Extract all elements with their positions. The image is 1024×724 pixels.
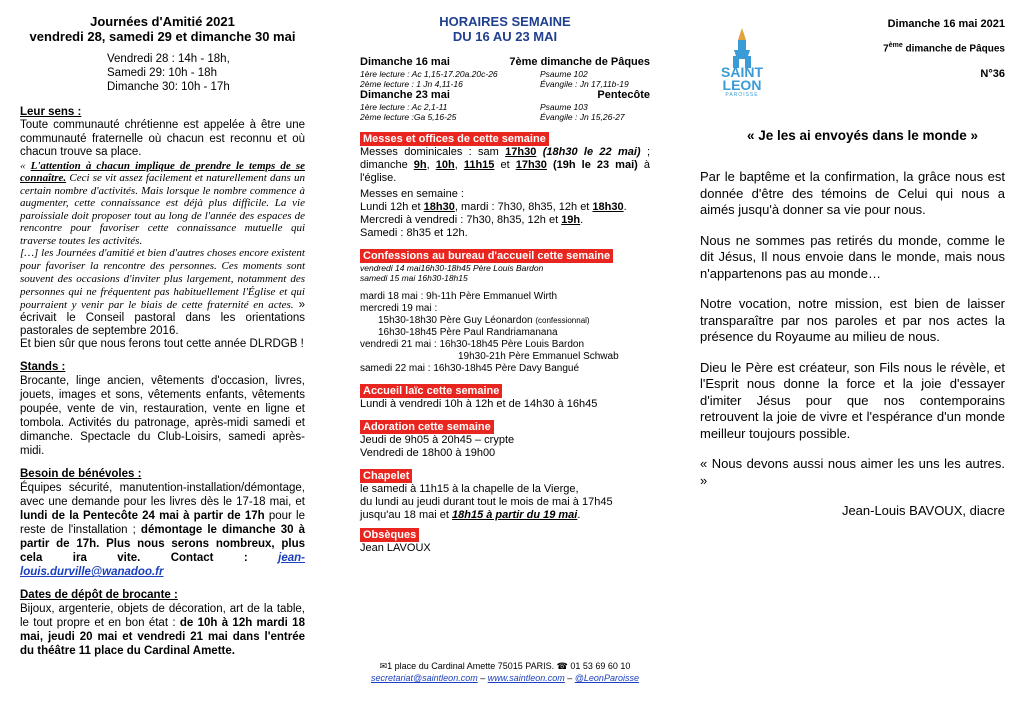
adoration-header: Adoration cette semaine bbox=[360, 420, 494, 434]
dim23-feast: Pentecôte bbox=[597, 89, 650, 101]
footer-address: ✉1 place du Cardinal Amette 75015 PARIS. ☎ 01 53 69 60 10 bbox=[379, 661, 631, 671]
footer-twitter-link[interactable]: @LeonParoisse bbox=[574, 673, 639, 683]
schedule-saturday: Samedi 29: 10h - 18h bbox=[107, 67, 217, 79]
obseques-header: Obsèques bbox=[360, 528, 419, 542]
dim23-reading2: 2ème lecture :Ga 5,16-25 bbox=[360, 112, 457, 122]
messes-lundi-mardi: Lundi 12h et 18h30, mardi : 7h30, 8h35, 12h et 18h30. bbox=[360, 201, 627, 213]
adoration-vendredi: Vendredi de 18h00 à 19h00 bbox=[360, 447, 496, 459]
depot-heading: Dates de dépôt de brocante : bbox=[20, 589, 178, 601]
footer-website-link[interactable]: www.saintleon.com bbox=[487, 673, 565, 683]
sens-final: Et bien sûr que nous ferons tout cette année DLRDGB ! bbox=[20, 338, 304, 350]
chapelet-header: Chapelet bbox=[360, 469, 412, 483]
dim16-reading2: 2ème lecture : 1 Jn 4,11-16 bbox=[360, 79, 463, 89]
confessions-past-1: vendredi 14 mai16h30-18h45 Père Louis Bardon bbox=[360, 263, 544, 273]
journees-title: Journées d'Amitié 2021 bbox=[90, 14, 235, 29]
column-journees bbox=[20, 0, 305, 658]
horaires-subtitle: DU 16 AU 23 MAI bbox=[452, 29, 558, 44]
logo-paroisse: PAROISSE bbox=[725, 92, 759, 98]
stands-text: Brocante, linge ancien, vêtements d'occasion, livres, jouets, images et sons, vêtements enfants, vêtements poupée, vente de vin, restauration, vente en ligne et tombola. Activités du patronage, après-midi samedi et dimanche. Spectacle du Club-Loisirs, samedi après-midi. bbox=[20, 375, 305, 457]
messes-samedi: Samedi : 8h35 et 12h. bbox=[360, 227, 468, 239]
dim23-psalm: Psaume 103 bbox=[540, 102, 588, 112]
readings-block bbox=[360, 56, 650, 122]
editorial-headline: « Je les ai envoyés dans le monde » bbox=[746, 128, 979, 144]
editorial-p1: Par le baptême et la confirmation, la grâce nous est donnée d'être des témoins de Celui qui nous a aimés jusqu'à donner sa vie pour nous. bbox=[700, 169, 1005, 218]
stands-heading: Stands : bbox=[20, 361, 66, 373]
confessions-past-2: samedi 15 mai 16h30-18h15 bbox=[360, 273, 468, 283]
dim23-gospel: Évangile : Jn 15,26-27 bbox=[540, 112, 625, 122]
messes-header: Messes et offices de cette semaine bbox=[360, 132, 549, 146]
dim16-reading1: 1ère lecture : Ac 1,15-17.20a.20c-26 bbox=[360, 69, 498, 79]
editorial-signature: Jean-Louis BAVOUX, diacre bbox=[841, 503, 1005, 519]
dim16-gospel: Évangile : Jn 17,11b-19 bbox=[540, 79, 629, 89]
dim23-reading1: 1ère lecture : Ac 2,1-11 bbox=[360, 102, 448, 112]
sens-quote: « L'attention à chacun implique de prendre le temps de se connaître. Ceci se vit assez facilement et naturellement dans un certain nombre d'activités. Mais lorsque le nombre commence à augmenter, cette connaissance est déjà plus difficile. La vie paroissiale doit proposer tout au long de l'année des espaces de rencontre pour favoriser cette connaissance mutuelle qui traverse toutes les activités. bbox=[20, 159, 306, 247]
editorial-p5: « Nous devons aussi nous aimer les uns les autres. » bbox=[700, 456, 1005, 488]
footer-email-link[interactable]: secretariat@saintleon.com bbox=[371, 673, 478, 683]
chapelet-semaine: du lundi au jeudi durant tout le mois de mai à 17h45 bbox=[360, 496, 613, 508]
column-editorial bbox=[700, 0, 1005, 534]
conf-schwab: 19h30-21h Père Emmanuel Schwab bbox=[458, 351, 619, 362]
conf-mercredi: mercredi 19 mai : bbox=[360, 303, 438, 314]
chapelet-dates: jusqu'au 18 mai et 18h15 à partir du 19 mai. bbox=[360, 509, 581, 521]
adoration-jeudi: Jeudi de 9h05 à 20h45 – crypte bbox=[360, 434, 515, 446]
schedule-sunday: Dimanche 30: 10h - 17h bbox=[107, 81, 230, 93]
schedule-friday: Vendredi 28 : 14h - 18h, bbox=[107, 53, 230, 65]
benevoles-heading: Besoin de bénévoles : bbox=[20, 468, 142, 480]
dim16-psalm: Psaume 102 bbox=[540, 69, 588, 79]
sens-text: Toute communauté chrétienne est appelée à être une communauté fraternelle où chacun est reconnu et où chacun trouve sa place. bbox=[20, 119, 305, 158]
logo-saint: SAINT bbox=[721, 64, 763, 80]
chapelet-samedi: le samedi à 11h15 à la chapelle de la Vierge, bbox=[360, 483, 579, 495]
dim16-feast: 7ème dimanche de Pâques bbox=[509, 56, 650, 68]
horaires-title: HORAIRES SEMAINE bbox=[439, 14, 571, 29]
obseques-name: Jean LAVOUX bbox=[360, 542, 431, 554]
accueil-text: Lundi à vendredi 10h à 12h et de 14h30 à 16h45 bbox=[360, 398, 598, 410]
dim23-label: Dimanche 23 mai bbox=[360, 89, 450, 101]
column-horaires bbox=[360, 0, 651, 683]
editorial-p3: Notre vocation, notre mission, est bien de laisser transparaître par nos paroles et par nos actes la présence du Royaume au milieu de nous. bbox=[700, 296, 1005, 345]
sunday-name: 7ème dimanche de Pâques bbox=[883, 42, 1005, 55]
conf-vendredi: vendredi 21 mai : 16h30-18h45 Père Louis Bardon bbox=[360, 339, 585, 350]
dim16-label: Dimanche 16 mai bbox=[360, 56, 450, 68]
messes-semaine-label: Messes en semaine : bbox=[360, 188, 464, 200]
issue-date: Dimanche 16 mai 2021 bbox=[887, 18, 1005, 30]
journees-schedule bbox=[107, 52, 305, 94]
messes-dominicales: Messes dominicales : sam 17h30 (18h30 le 22 mai) ; dimanche 9h, 10h, 11h15 et 17h30 (19h le 23 mai) à l'église. bbox=[360, 146, 651, 184]
accueil-header: Accueil laïc cette semaine bbox=[360, 384, 502, 398]
sens-heading: Leur sens : bbox=[20, 106, 82, 118]
messes-mer-ven: Mercredi à vendredi : 7h30, 8h35, 12h et 19h. bbox=[360, 214, 584, 226]
logo-leon: LEON bbox=[722, 77, 762, 93]
confessions-header: Confessions au bureau d'accueil cette semaine bbox=[360, 249, 613, 263]
confessions-list bbox=[360, 291, 650, 375]
editorial-p4: Dieu le Père est créateur, son Fils nous le révèle, et l'Esprit nous donne la force et la joie d'essayer d'imiter Jésus pour que nos contemporains retrouvent la joie de vivre et l'espérance d'un monde meilleur toujours possible. bbox=[700, 359, 1005, 441]
footer: ✉1 place du Cardinal Amette 75015 PARIS. ☎ 01 53 69 60 10 secretariat@saintleon.com – www.saintleon.com – @LeonParoisse bbox=[360, 660, 650, 684]
conf-leonardon: 15h30-18h30 Père Guy Léonardon (confessionnal) bbox=[378, 315, 590, 326]
benevoles-text: Équipes sécurité, manutention-installation/démontage, avec une demande pour les livres dès le 17-18 mai, et lundi de la Pentecôte 24 mai à partir de 17h pour le reste de l'installation ; démontage le dimanche 30 à partir de 17h. Plus nous serons nombreux, plus cela ira vite. Contact : jean-louis.durville@wanadoo.fr bbox=[20, 482, 305, 578]
conf-mardi: mardi 18 mai : 9h-11h Père Emmanuel Wirth bbox=[360, 291, 558, 302]
editorial-p2: Nous ne sommes pas retirés du monde, comme le dit Jésus, Il nous envoie dans le monde, mais nous n'appartenons pas au monde… bbox=[700, 232, 1005, 281]
journees-dates: vendredi 28, samedi 29 et dimanche 30 mai bbox=[29, 29, 296, 44]
issue-number: N°36 bbox=[980, 68, 1005, 81]
conf-samedi: samedi 22 mai : 16h30-18h45 Père Davy Bangué bbox=[360, 363, 580, 374]
benevoles-email-link[interactable]: jean-louis.durville@wanadoo.fr bbox=[20, 552, 305, 578]
depot-text: Bijoux, argenterie, objets de décoration, art de la table, le tout propre et en bon état : de 10h à 12h mardi 18 mai, jeudi 20 mai et vendredi 21 mai dans l'entrée du théâtre 11 place du Cardinal Amette. bbox=[20, 603, 305, 657]
editorial-body bbox=[700, 169, 1005, 520]
sens-quote-2: […] les Journées d'amitié et bien d'autres choses encore existent pour favoriser la rencontre des personnes. Ces moments sont souvent des occasions d'inviter plus largement, notamment des personnes qui ne fréquentent pas habituellement l'Église et qui pourraient y venir par le biais de cette fraternité en actes. » écrivait le Conseil pastoral dans les orientations pastorales de septembre 2016. bbox=[20, 247, 305, 337]
conf-randriamanana: 16h30-18h45 Père Paul Randriamanana bbox=[378, 327, 558, 338]
